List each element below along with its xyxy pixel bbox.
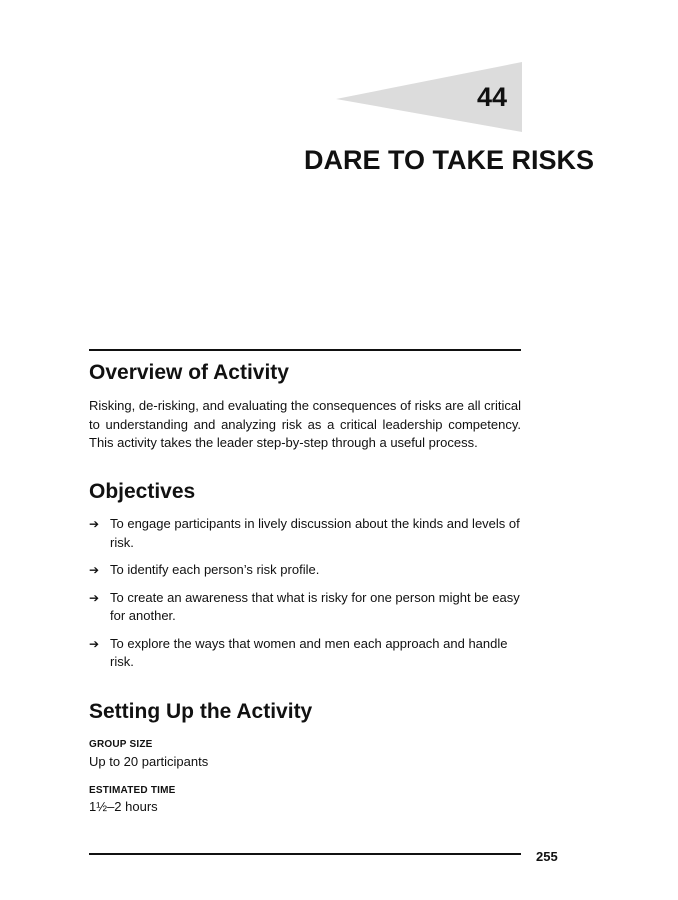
arrow-bullet-icon: ➔ <box>89 563 100 577</box>
overview-paragraph: Risking, de-risking, and evaluating the consequences of risks are all critical to understanding and analyzing risk as a critical leadership competency. This activity takes the leader step-by-step through a useful process. <box>89 398 521 450</box>
arrow-bullet-icon: ➔ <box>89 636 100 651</box>
estimated-time-label: ESTIMATED TIME <box>89 785 176 796</box>
objective-text: To create an awareness that what is risky for one person might be easy for another. <box>110 589 520 623</box>
objective-item <box>89 561 521 580</box>
top-divider <box>89 349 521 351</box>
chapter-title: DARE TO TAKE RISKS <box>303 145 594 175</box>
estimated-time-value: 1½–2 hours <box>89 799 158 814</box>
objectives-list <box>89 515 521 681</box>
arrow-bullet-icon: ➔ <box>89 590 100 605</box>
objective-text: To engage participants in lively discussion about the kinds and levels of risk. <box>110 516 520 550</box>
arrow-bullet-icon: ➔ <box>89 517 100 531</box>
footer-divider <box>89 853 521 855</box>
chapter-number: 44 <box>476 82 508 112</box>
objective-item <box>89 635 521 672</box>
overview-heading: Overview of Activity <box>89 361 289 384</box>
setup-heading: Setting Up the Activity <box>89 700 313 723</box>
group-size-value: Up to 20 participants <box>89 754 209 769</box>
objective-item <box>89 589 521 626</box>
objective-text: To identify each person’s risk profile. <box>110 562 320 577</box>
objective-text: To explore the ways that women and men each approach and handle risk. <box>110 635 508 669</box>
objectives-heading: Objectives <box>89 480 196 503</box>
objective-item <box>89 515 521 552</box>
group-size-label: GROUP SIZE <box>89 739 153 750</box>
page-number: 255 <box>536 849 558 864</box>
